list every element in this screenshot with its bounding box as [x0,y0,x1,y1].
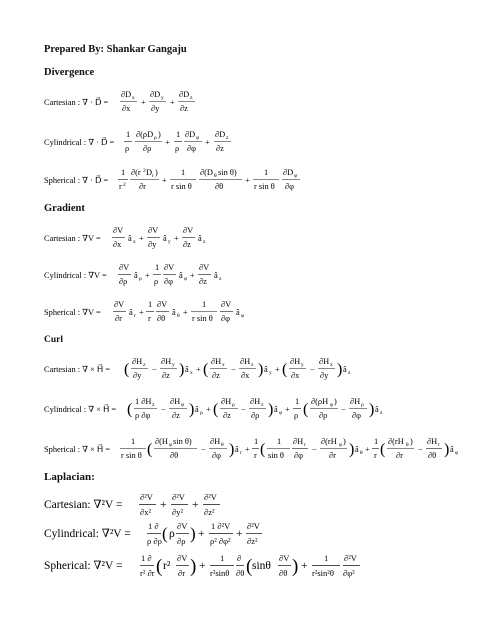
svg-text:∂V: ∂V [177,521,188,531]
svg-text:+: + [145,271,150,280]
svg-text:sinθ: sinθ [252,560,271,572]
svg-text:∂H: ∂H [350,397,361,406]
svg-text:r: r [152,173,154,179]
svg-text:+: + [139,308,144,317]
svg-text:â: â [214,271,218,280]
svg-text:): ) [229,441,235,458]
svg-text:∂φ: ∂φ [294,451,303,460]
svg-text:+: + [165,138,170,147]
svg-text:(: ( [260,441,266,458]
svg-text:∂D: ∂D [150,90,161,99]
svg-text:∂ρ: ∂ρ [251,411,260,420]
svg-text:ρ: ρ [139,276,142,282]
svg-text:+: + [139,234,144,243]
svg-text:r: r [254,451,257,460]
svg-text:Cartesian: ∇²V =: Cartesian: ∇²V = [44,499,123,511]
svg-text:−: − [310,365,315,374]
svg-text:1 ∂: 1 ∂ [141,553,152,563]
equation-gradient-cartesian [44,222,224,254]
svg-text:r²sin²θ: r²sin²θ [312,568,334,578]
svg-text:): ) [155,168,158,177]
svg-text:∂ρ: ∂ρ [177,536,186,546]
svg-text:∂θ: ∂θ [236,568,245,578]
svg-text:(: ( [124,361,130,378]
svg-text:∂V: ∂V [177,553,188,563]
svg-text:Spherical : ∇ × H⃗ =: Spherical : ∇ × H⃗ = [44,445,111,454]
svg-text:∂H: ∂H [319,357,330,366]
svg-text:∂D: ∂D [185,130,196,139]
svg-text:(: ( [162,524,168,543]
svg-text:∂H: ∂H [250,397,261,406]
svg-text:â: â [185,365,189,374]
svg-text:∂y: ∂y [320,371,329,380]
svg-text:∂θ: ∂θ [170,451,179,460]
svg-text:+: + [196,365,201,374]
svg-text:D: D [146,168,153,177]
svg-text:1: 1 [264,168,269,177]
svg-text:z: z [251,362,254,368]
svg-text:r: r [119,182,122,191]
svg-text:∂²V: ∂²V [172,492,185,502]
svg-text:∂θ: ∂θ [279,568,288,578]
svg-text:z: z [190,95,193,101]
svg-text:∂x²: ∂x² [140,507,151,517]
svg-text:∂r: ∂r [396,451,403,460]
svg-text:r² ∂r: r² ∂r [140,568,155,578]
svg-text:∂z: ∂z [199,277,207,286]
svg-text:φ: φ [294,173,298,179]
svg-text:∂r: ∂r [139,182,146,191]
svg-text:∂φ: ∂φ [164,277,173,286]
svg-text:(: ( [282,361,288,378]
svg-text:∂(H: ∂(H [155,437,168,446]
svg-text:r²: r² [163,560,171,572]
svg-text:∂H: ∂H [170,397,181,406]
svg-text:+: + [170,98,175,107]
svg-text:∂φ: ∂φ [285,182,294,191]
svg-text:θ: θ [406,442,409,448]
svg-text:): ) [369,401,375,418]
svg-text:r: r [304,442,306,448]
svg-text:1: 1 [126,130,131,139]
svg-text:ρ: ρ [154,277,159,286]
svg-text:−: − [152,365,157,374]
heading-divergence: Divergence [44,67,95,78]
svg-text:∂²V: ∂²V [247,521,260,531]
svg-text:x: x [190,370,193,376]
svg-text:y: y [161,95,164,101]
svg-text:∂φ: ∂φ [352,411,361,420]
svg-text:φ: φ [330,402,334,408]
svg-text:∂y: ∂y [133,371,142,380]
svg-text:Cartesian : ∇ · D⃗ =: Cartesian : ∇ · D⃗ = [44,98,109,107]
svg-text:1: 1 [295,397,300,406]
svg-text:â: â [195,405,199,414]
svg-text:1 ∂H: 1 ∂H [135,397,152,406]
svg-text:∂V: ∂V [113,226,124,235]
svg-text:∂H: ∂H [293,437,304,446]
svg-text:ρ: ρ [175,144,180,153]
svg-text:Cartesian : ∇ × H⃗ =: Cartesian : ∇ × H⃗ = [44,365,111,374]
svg-text:φ: φ [184,276,188,282]
svg-text:1: 1 [121,168,126,177]
svg-text:∂D: ∂D [215,130,226,139]
svg-text:r²sinθ: r²sinθ [210,568,230,578]
svg-text:∂(D: ∂(D [200,168,213,177]
svg-text:+: + [174,234,179,243]
svg-text:z: z [380,410,383,416]
svg-text:): ) [292,556,299,577]
svg-text:−: − [341,405,346,414]
svg-text:): ) [444,441,450,458]
svg-text:(: ( [246,556,253,577]
svg-text:(: ( [203,361,209,378]
svg-text:∂V: ∂V [164,263,175,272]
svg-text:∂V: ∂V [119,263,130,272]
svg-text:â: â [264,365,268,374]
heading-laplacian: Laplacian: [44,471,95,483]
svg-text:∂ρ: ∂ρ [319,411,328,420]
svg-text:φ: φ [339,442,343,448]
svg-text:∂y: ∂y [151,104,160,113]
svg-text:â: â [343,365,347,374]
svg-text:Cylindrical : ∇ × H⃗ =: Cylindrical : ∇ × H⃗ = [44,405,117,414]
svg-text:∂²V: ∂²V [204,492,217,502]
svg-text:∂θ: ∂θ [157,314,166,323]
svg-text:y: y [172,362,175,368]
svg-text:+: + [205,138,210,147]
equation-divergence-cartesian [44,86,224,118]
svg-text:y: y [301,362,304,368]
svg-text:ρ: ρ [361,402,364,408]
svg-text:x: x [222,362,225,368]
svg-text:∂H: ∂H [221,397,232,406]
svg-text:Cylindrical : ∇ · D⃗ =: Cylindrical : ∇ · D⃗ = [44,138,115,147]
svg-text:+: + [301,560,308,572]
svg-text:∂z: ∂z [172,411,180,420]
svg-text:): ) [190,524,196,543]
svg-text:∂(rH: ∂(rH [388,437,404,446]
svg-text:+: + [245,176,250,185]
svg-text:+: + [162,176,167,185]
svg-text:y: y [269,370,272,376]
svg-text:∂φ: ∂φ [187,144,196,153]
svg-text:1: 1 [374,437,379,446]
svg-text:sin θ: sin θ [268,451,284,460]
svg-text:θ: θ [360,450,363,456]
svg-text:z: z [348,370,351,376]
svg-text:∂z: ∂z [183,240,191,249]
svg-text:θ: θ [221,442,224,448]
heading-curl: Curl [44,335,63,345]
svg-text:φ: φ [196,135,200,141]
svg-text:â: â [129,308,133,317]
svg-text:∂H: ∂H [210,437,221,446]
svg-text:(: ( [156,556,163,577]
svg-text:∂D: ∂D [283,168,294,177]
svg-text:Spherical : ∇ · D⃗ =: Spherical : ∇ · D⃗ = [44,176,109,185]
svg-text:∂H: ∂H [211,357,222,366]
svg-text:+: + [141,98,146,107]
equation-divergence-cylindrical [44,126,244,158]
svg-text:∂D: ∂D [121,90,132,99]
svg-text:+: + [198,528,205,540]
svg-text:1: 1 [155,263,160,272]
svg-text:): ) [268,401,274,418]
svg-text:ρ: ρ [125,144,130,153]
equation-gradient-cylindrical [44,259,244,291]
svg-text:∂r: ∂r [329,451,336,460]
svg-text:x: x [330,362,333,368]
svg-text:sin θ): sin θ) [218,168,237,177]
svg-text:z: z [261,402,264,408]
svg-text:(: ( [127,401,133,418]
equation-curl-cartesian [44,353,364,385]
svg-text:r sin θ: r sin θ [121,451,142,460]
svg-text:(: ( [303,401,309,418]
svg-text:φ: φ [455,450,459,456]
svg-text:∂²V: ∂²V [140,492,153,502]
svg-text:): ) [343,437,346,446]
svg-text:∂V: ∂V [183,226,194,235]
svg-text:1: 1 [131,437,136,446]
svg-text:∂z: ∂z [223,411,231,420]
svg-text:1: 1 [220,553,225,563]
svg-text:r sin θ: r sin θ [171,182,192,191]
svg-text:): ) [190,556,197,577]
svg-text:+: + [190,271,195,280]
svg-text:ρ: ρ [232,402,235,408]
svg-text:θ: θ [177,313,180,319]
svg-text:+: + [160,499,167,511]
svg-text:Cylindrical : ∇V =: Cylindrical : ∇V = [44,271,107,280]
svg-text:1: 1 [148,300,153,309]
svg-text:−: − [161,405,166,414]
svg-text:∂V: ∂V [199,263,210,272]
svg-text:ρ: ρ [200,410,203,416]
svg-text:ρ ∂φ: ρ ∂φ [135,411,151,420]
svg-text:∂z: ∂z [216,144,224,153]
svg-text:∂x: ∂x [291,371,300,380]
svg-text:∂²V: ∂²V [344,553,357,563]
svg-text:z: z [203,239,206,245]
svg-text:φ: φ [279,410,283,416]
svg-text:Spherical: ∇²V =: Spherical: ∇²V = [44,560,123,572]
svg-text:ρ: ρ [169,528,175,540]
svg-text:â: â [274,405,278,414]
svg-text:∂z²: ∂z² [204,507,215,517]
svg-text:â: â [355,445,359,454]
svg-text:ρ: ρ [154,135,157,141]
svg-text:∂y: ∂y [148,240,157,249]
svg-text:∂x: ∂x [241,371,250,380]
svg-text:+: + [245,445,250,454]
svg-text:): ) [334,397,337,406]
svg-text:1: 1 [254,437,259,446]
svg-text:∂H: ∂H [132,357,143,366]
svg-text:): ) [337,361,343,378]
svg-text:z: z [152,402,155,408]
svg-text:r: r [374,451,377,460]
svg-text:r sin θ: r sin θ [192,314,213,323]
svg-text:): ) [179,361,185,378]
svg-text:−: − [418,445,423,454]
svg-text:∂x: ∂x [122,104,131,113]
svg-text:ρ² ∂φ²: ρ² ∂φ² [210,536,231,546]
svg-text:∂θ: ∂θ [215,182,224,191]
svg-text:∂H: ∂H [427,437,438,446]
svg-text:r: r [438,442,440,448]
svg-text:∂r: ∂r [115,314,122,323]
svg-text:â: â [450,445,454,454]
svg-text:+: + [285,405,290,414]
svg-text:∂H: ∂H [161,357,172,366]
svg-text:r: r [148,314,151,323]
svg-text:∂V: ∂V [221,300,232,309]
svg-text:+: + [183,308,188,317]
svg-text:+: + [365,445,370,454]
svg-text:∂: ∂ [237,553,242,563]
svg-text:(: ( [213,401,219,418]
svg-text:1: 1 [277,437,282,446]
svg-text:z: z [143,362,146,368]
svg-text:1 ∂²V: 1 ∂²V [211,521,231,531]
svg-text:∂(ρD: ∂(ρD [136,130,154,139]
svg-text:Spherical : ∇V =: Spherical : ∇V = [44,308,101,317]
svg-text:Cartesian : ∇V =: Cartesian : ∇V = [44,234,101,243]
svg-text:−: − [312,445,317,454]
svg-text:): ) [258,361,264,378]
svg-text:∂H: ∂H [290,357,301,366]
svg-text:+: + [199,560,206,572]
svg-text:∂H: ∂H [240,357,251,366]
svg-text:−: − [241,405,246,414]
svg-text:+: + [206,405,211,414]
svg-text:â: â [235,445,239,454]
svg-text:â: â [163,234,167,243]
svg-text:+: + [275,365,280,374]
svg-text:∂(r: ∂(r [131,168,141,177]
svg-text:): ) [410,437,413,446]
svg-text:1 ∂: 1 ∂ [148,521,159,531]
svg-text:∂φ: ∂φ [212,451,221,460]
svg-text:ρ: ρ [294,411,299,420]
equation-divergence-spherical [44,164,314,196]
svg-text:∂z²: ∂z² [247,536,258,546]
svg-text:â: â [375,405,379,414]
equation-gradient-spherical [44,296,264,328]
svg-text:∂z: ∂z [162,371,170,380]
svg-text:): ) [349,441,355,458]
svg-text:z: z [219,276,222,282]
svg-text:∂V: ∂V [148,226,159,235]
svg-text:∂(rH: ∂(rH [321,437,337,446]
svg-text:2: 2 [143,168,146,174]
equation-laplacian-spherical [44,548,364,584]
svg-text:∂ρ: ∂ρ [119,277,128,286]
svg-text:â: â [128,234,132,243]
svg-text:∂V: ∂V [157,300,168,309]
svg-text:1: 1 [324,553,329,563]
svg-text:â: â [236,308,240,317]
svg-text:2: 2 [123,182,126,188]
svg-text:(: ( [380,441,386,458]
svg-text:â: â [172,308,176,317]
svg-text:1: 1 [181,168,186,177]
svg-text:+: + [236,528,243,540]
svg-text:∂x: ∂x [113,240,122,249]
svg-text:φ: φ [241,313,245,319]
svg-text:∂z: ∂z [180,104,188,113]
svg-text:): ) [189,401,195,418]
svg-text:∂D: ∂D [179,90,190,99]
svg-text:): ) [158,130,161,139]
svg-text:∂V: ∂V [114,300,125,309]
author-line: Prepared By: Shankar Gangaju [44,44,187,55]
svg-text:∂(ρH: ∂(ρH [311,397,329,406]
svg-text:r sin θ: r sin θ [254,182,275,191]
equation-laplacian-cylindrical [44,517,264,551]
svg-text:θ: θ [214,173,217,179]
svg-text:∂ρ: ∂ρ [143,144,152,153]
svg-text:y: y [168,239,171,245]
svg-text:â: â [179,271,183,280]
equation-curl-cylindrical [44,392,394,426]
svg-text:+: + [192,499,199,511]
svg-text:∂z: ∂z [212,371,220,380]
svg-text:r: r [240,450,242,456]
equation-curl-spherical [44,432,484,466]
svg-text:−: − [201,445,206,454]
svg-text:â: â [198,234,202,243]
svg-text:φ: φ [181,402,185,408]
heading-gradient: Gradient [44,203,85,214]
svg-text:1: 1 [202,300,207,309]
svg-text:sin θ): sin θ) [173,437,192,446]
svg-text:ρ ∂ρ: ρ ∂ρ [147,536,162,546]
svg-text:â: â [134,271,138,280]
svg-text:(: ( [147,441,153,458]
svg-text:∂φ²: ∂φ² [343,568,355,578]
svg-text:∂θ: ∂θ [428,451,437,460]
svg-text:x: x [133,239,136,245]
svg-text:x: x [132,95,135,101]
svg-text:r: r [134,313,136,319]
svg-text:φ: φ [169,442,173,448]
svg-text:z: z [226,135,229,141]
svg-text:∂φ: ∂φ [221,314,230,323]
svg-text:1: 1 [176,130,181,139]
svg-text:∂r: ∂r [178,568,186,578]
svg-text:∂V: ∂V [279,553,290,563]
svg-text:−: − [231,365,236,374]
svg-text:∂y²: ∂y² [172,507,183,517]
svg-text:Cylindrical: ∇²V =: Cylindrical: ∇²V = [44,528,131,540]
